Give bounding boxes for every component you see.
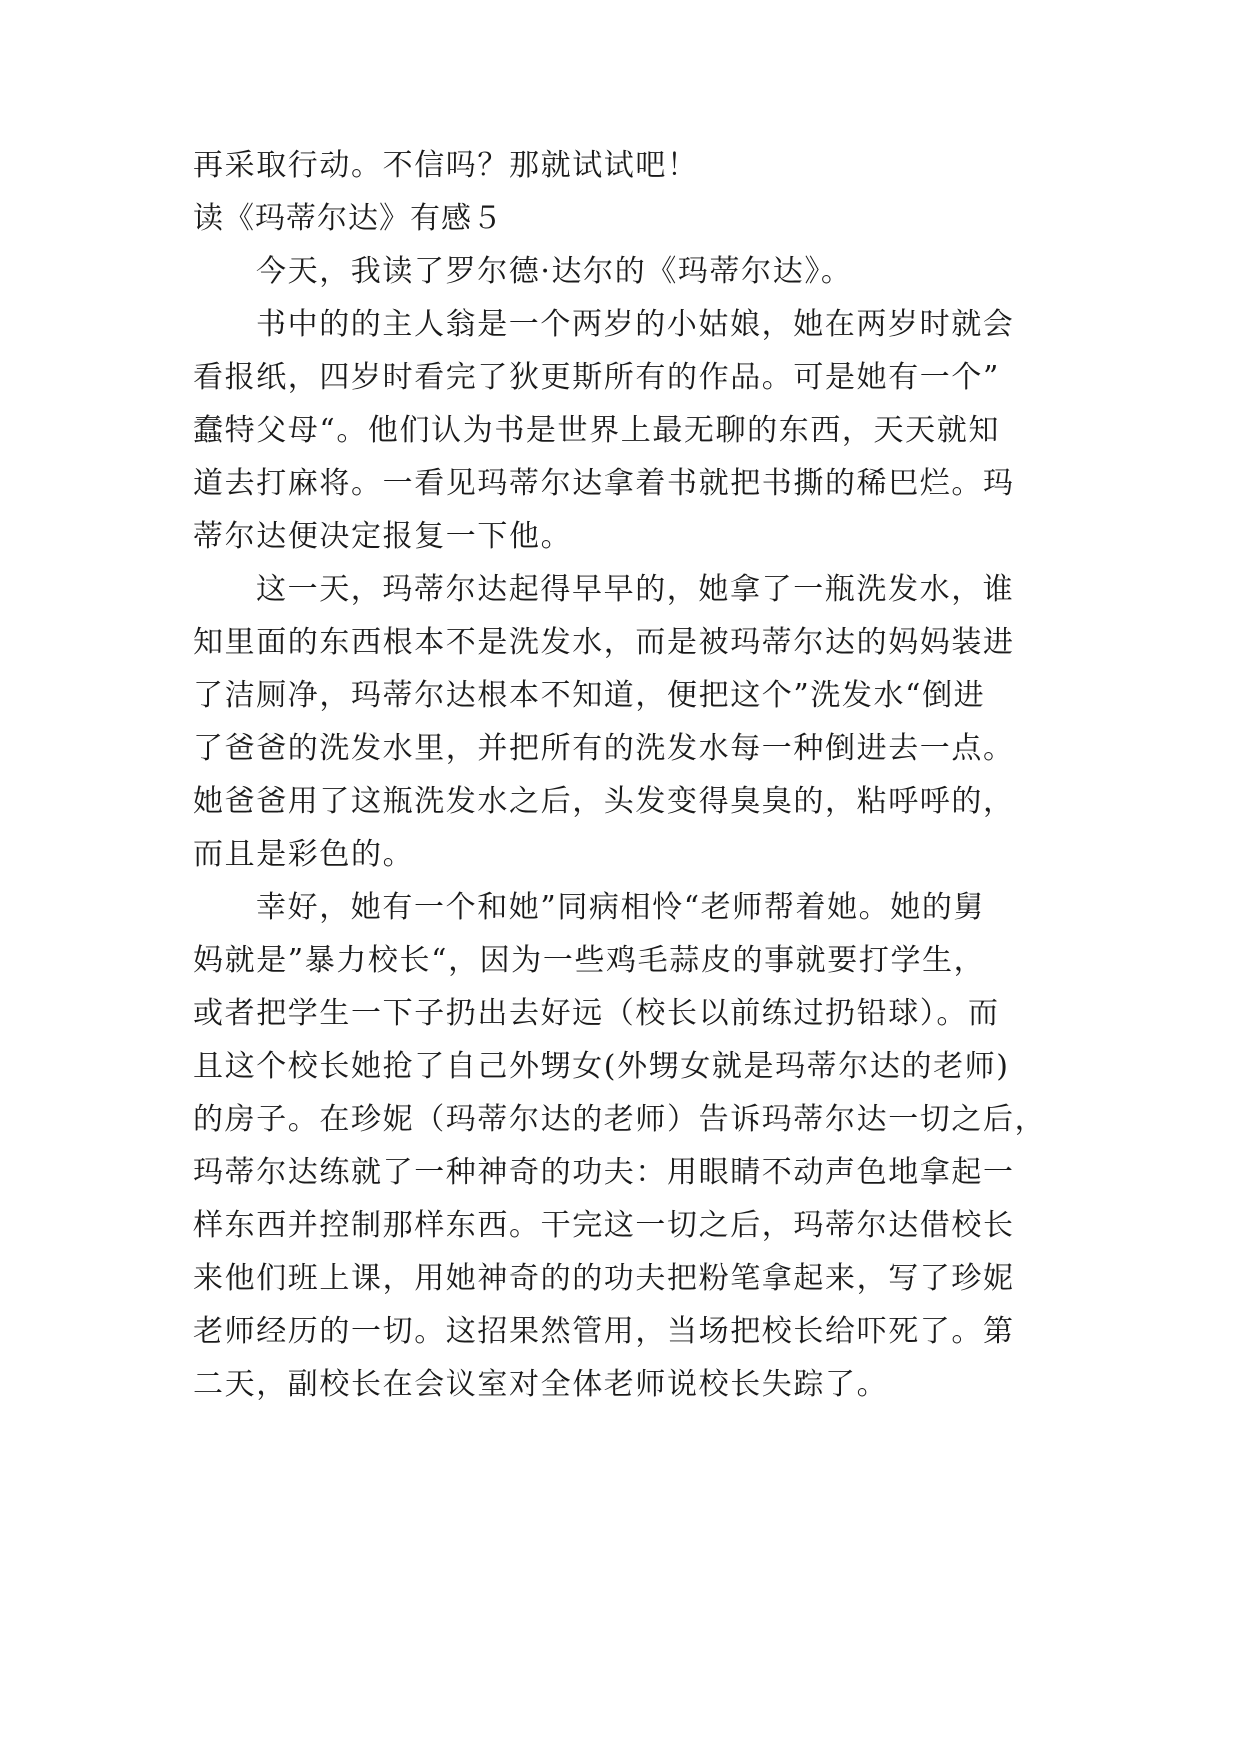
text-line: 或者把学生一下子扔出去好远（校长以前练过扔铅球）。而	[193, 996, 1000, 1031]
text-line: 而且是彩色的。	[193, 837, 415, 872]
text-line: 这一天，玛蒂尔达起得早早的，她拿了一瓶洗发水，谁	[256, 572, 1015, 607]
text-line: 了爸爸的洗发水里，并把所有的洗发水每一种倒进去一点。	[193, 731, 1015, 766]
text-line: 书中的的主人翁是一个两岁的小姑娘，她在两岁时就会	[256, 307, 1015, 342]
text-line: 今天，我读了罗尔德·达尔的《玛蒂尔达》。	[256, 254, 853, 289]
text-line: 来他们班上课，用她神奇的的功夫把粉笔拿起来，写了珍妮	[193, 1261, 1015, 1296]
text-line: 妈就是”暴力校长“，因为一些鸡毛蒜皮的事就要打学生，	[193, 943, 986, 978]
text-line: 知里面的东西根本不是洗发水，而是被玛蒂尔达的妈妈装进	[193, 625, 1015, 660]
text-line: 样东西并控制那样东西。干完这一切之后，玛蒂尔达借校长	[193, 1208, 1015, 1243]
text-line: 她爸爸用了这瓶洗发水之后，头发变得臭臭的，粘呼呼的，	[193, 784, 1015, 819]
text-line: 了洁厕净，玛蒂尔达根本不知道，便把这个”洗发水“倒进	[193, 678, 986, 713]
text-line: 幸好，她有一个和她”同病相怜“老师帮着她。她的舅	[256, 890, 986, 925]
section-title: 读《玛蒂尔达》有感５	[193, 201, 503, 236]
text-line: 再采取行动。不信吗？那就试试吧！	[193, 148, 699, 183]
text-line: 二天，副校长在会议室对全体老师说校长失踪了。	[193, 1367, 889, 1402]
text-line: 老师经历的一切。这招果然管用，当场把校长给吓死了。第	[193, 1314, 1015, 1349]
text-line: 玛蒂尔达练就了一种神奇的功夫：用眼睛不动声色地拿起一	[193, 1155, 1015, 1190]
text-line: 且这个校长她抢了自己外甥女(外甥女就是玛蒂尔达的老师)	[193, 1049, 1010, 1084]
text-line: 的房子。在珍妮（玛蒂尔达的老师）告诉玛蒂尔达一切之后，	[193, 1102, 1047, 1137]
text-line: 道去打麻将。一看见玛蒂尔达拿着书就把书撕的稀巴烂。玛	[193, 466, 1015, 501]
text-line: 蠢特父母“。他们认为书是世界上最无聊的东西，天天就知	[193, 413, 1000, 448]
text-line: 蒂尔达便决定报复一下他。	[193, 519, 573, 554]
text-line: 看报纸，四岁时看完了狄更斯所有的作品。可是她有一个”	[193, 360, 1000, 395]
